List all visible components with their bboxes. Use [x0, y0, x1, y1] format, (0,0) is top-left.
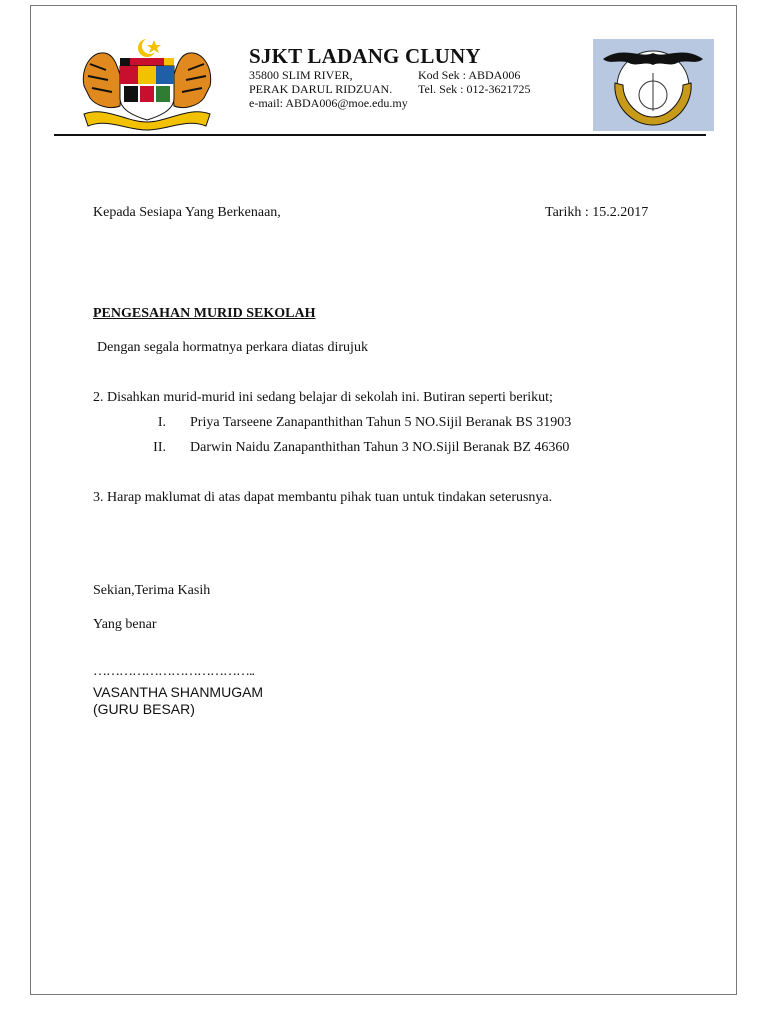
signatory-name: VASANTHA SHANMUGAM: [93, 684, 264, 700]
telephone-label: Tel. Sek :: [418, 82, 464, 96]
list-item-numeral: II.: [153, 440, 166, 455]
date-label: Tarikh :: [545, 205, 589, 220]
signatory-title: (GURU BESAR): [93, 701, 195, 717]
signature-line: ………………………………..: [93, 664, 254, 679]
list-item-numeral: I.: [157, 415, 166, 430]
opening-paragraph: Dengan segala hormatnya perkara diatas dirujuk: [97, 340, 368, 355]
list-item: Priya Tarseene Zanapanthithan Tahun 5 NO.Sijil Beranak BS 31903: [190, 415, 572, 430]
telephone-line: [418, 82, 531, 97]
email-label: e-mail:: [249, 96, 283, 110]
date-value: 15.2.2017: [592, 205, 649, 220]
sign-off: Yang benar: [93, 617, 157, 632]
paragraph-3: 3. Harap maklumat di atas dapat membantu pihak tuan untuk tindakan seterusnya.: [93, 490, 553, 505]
school-name: SJKT LADANG CLUNY: [249, 44, 481, 68]
header-divider: [54, 134, 706, 136]
recipient-line: Kepada Sesiapa Yang Berkenaan,: [93, 205, 281, 220]
school-code-line: [418, 68, 520, 83]
address-line-2: PERAK DARUL RIDZUAN.: [249, 82, 393, 96]
email-address: ABDA006@moe.edu.my: [285, 96, 408, 110]
malaysia-coat-of-arms-icon: [76, 36, 218, 132]
email-line: [249, 96, 408, 111]
address-line-1: 35800 SLIM RIVER,: [249, 68, 353, 82]
date-line: [545, 205, 648, 221]
letter-subject: PENGESAHAN MURID SEKOLAH: [93, 306, 316, 321]
closing-line: Sekian,Terima Kasih: [93, 583, 211, 598]
list-item: Darwin Naidu Zanapanthithan Tahun 3 NO.Sijil Beranak BZ 46360: [190, 440, 570, 455]
paragraph-2: 2. Disahkan murid-murid ini sedang belajar di sekolah ini. Butiran seperti berikut;: [93, 390, 553, 405]
telephone-value: 012-3621725: [466, 82, 531, 96]
school-code-label: Kod Sek :: [418, 68, 466, 82]
school-crest-icon: [593, 39, 714, 131]
school-code-value: ABDA006: [468, 68, 521, 82]
